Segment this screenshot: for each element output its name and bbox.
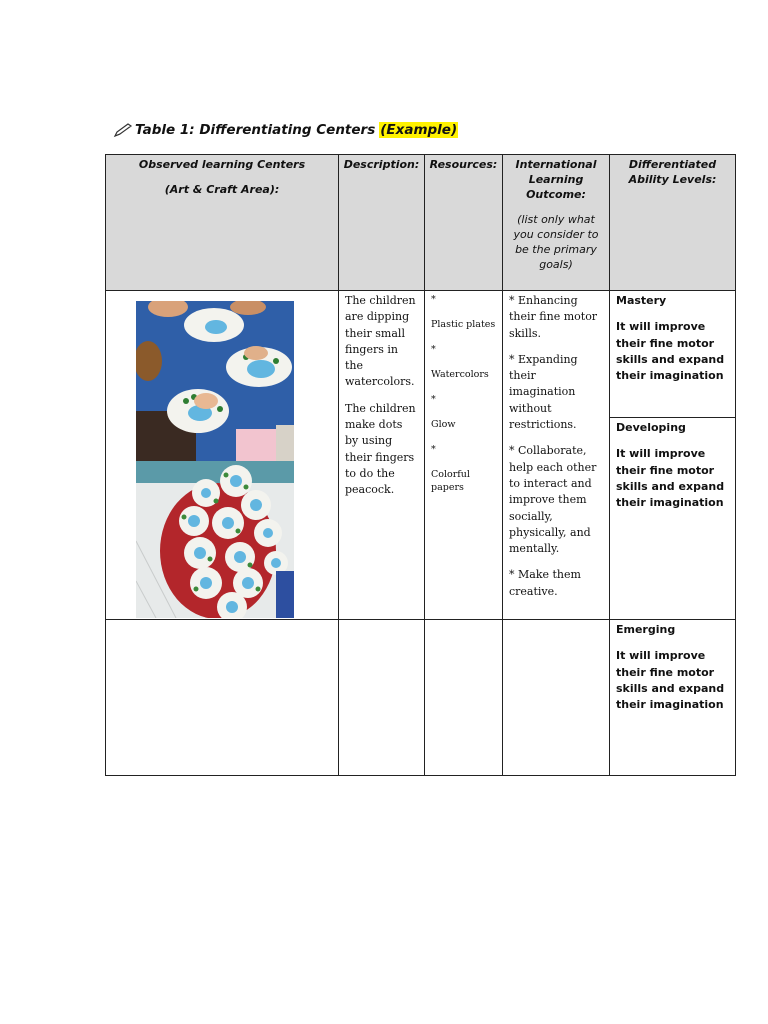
table-row <box>106 291 736 620</box>
mastery-level: Mastery It will improve their fine motor skills and expand their imagination <box>616 294 725 383</box>
description-paragraph: The children are dipping their small fingers in the watercolors. <box>345 294 416 389</box>
centers-table <box>105 154 736 776</box>
header-description: Description: <box>339 155 425 291</box>
header-resources: Resources: <box>425 155 503 291</box>
table-title <box>113 122 458 138</box>
pencil-icon <box>113 122 133 138</box>
empty-cell <box>503 620 610 776</box>
resource-bullet: * <box>431 394 436 405</box>
resources-cell <box>425 291 503 620</box>
photo-cell <box>106 291 339 620</box>
resource-bullet: * <box>431 444 436 455</box>
header-ability-levels: Differentiated Ability Levels: <box>610 155 736 291</box>
ability-levels-cell <box>610 291 736 620</box>
resource-item: Watercolors <box>431 369 489 380</box>
peacock-plates-photo <box>136 461 294 618</box>
resource-bullet: * <box>431 294 436 305</box>
title-highlight: (Example) <box>380 122 458 138</box>
emerging-level: Emerging It will improve their fine motor skills and expand their imagination <box>610 620 736 776</box>
description-paragraph: The children make dots by using their fingers to do the peacock. <box>345 401 416 497</box>
outcome-item: * Collaborate, help each other to interact and improve them socially, physically, and mentally. <box>509 444 597 556</box>
description-cell <box>339 291 425 620</box>
header-row <box>106 155 736 291</box>
outcome-item: * Expanding their imagination without restrictions. <box>509 352 578 432</box>
outcome-item: * Enhancing their fine motor skills. <box>509 294 598 340</box>
title-text: Table 1: Differentiating Centers <box>135 122 376 138</box>
outcome-cell <box>503 291 610 620</box>
developing-level: Developing It will improve their fine motor skills and expand their imagination <box>610 417 735 513</box>
resource-item: Glow <box>431 419 456 430</box>
header-outcome: International Learning Outcome: (list only what you consider to be the primary goals) <box>503 155 610 291</box>
resource-item: Plastic plates <box>431 319 496 330</box>
resource-item: Colorful papers <box>431 469 470 493</box>
header-observed-centers: Observed learning Centers (Art & Craft Area): <box>106 155 339 291</box>
finger-painting-photo <box>136 301 294 461</box>
resource-bullet: * <box>431 344 436 355</box>
empty-cell <box>425 620 503 776</box>
empty-cell <box>106 620 339 776</box>
empty-cell <box>339 620 425 776</box>
outcome-item: * Make them creative. <box>509 568 581 598</box>
table-row <box>106 620 736 776</box>
